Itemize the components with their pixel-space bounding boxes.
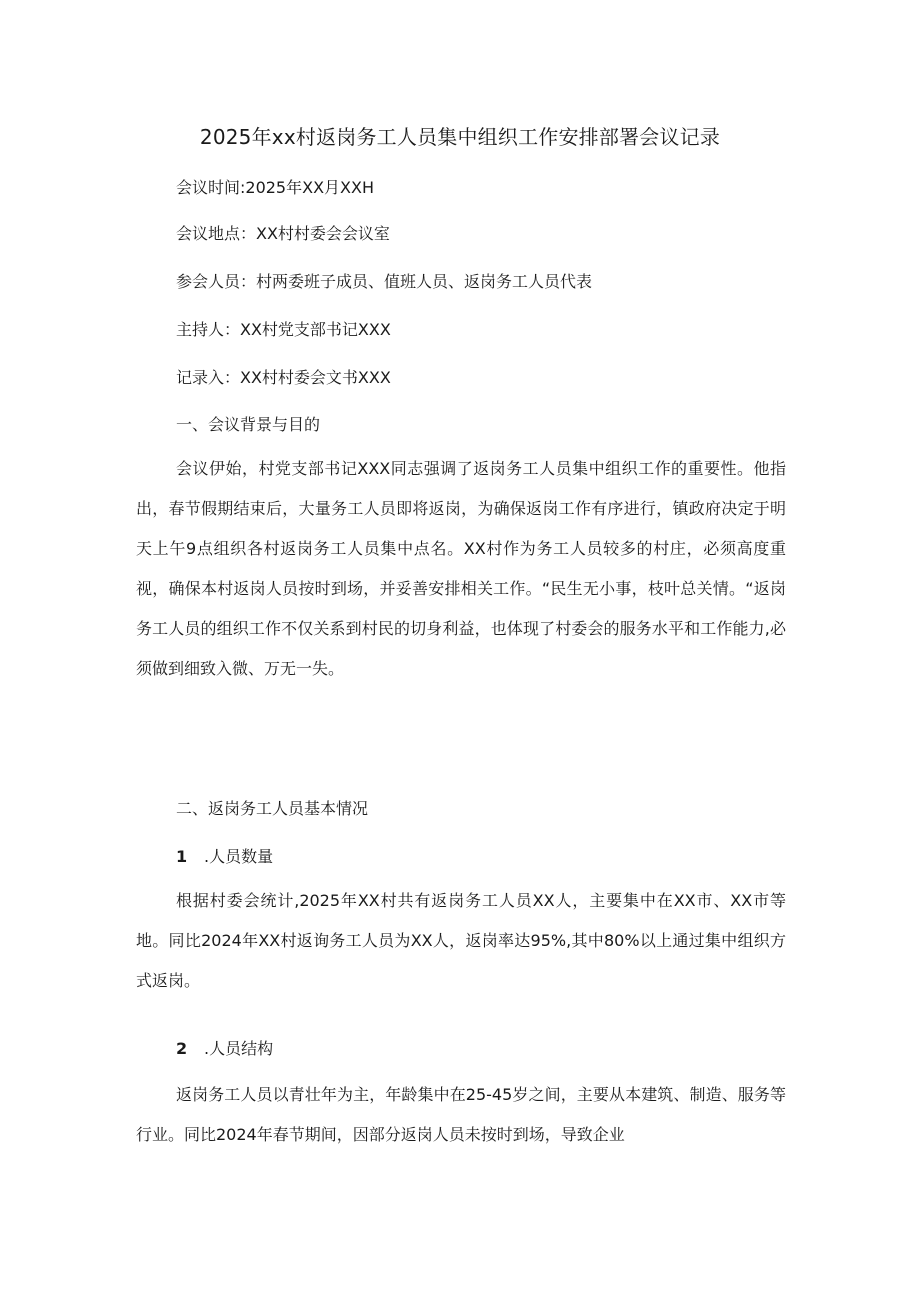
subsection-2-1-heading bbox=[176, 845, 273, 869]
document-title: 2025年xx村返岗务工人员集中组织工作安排部署会议记录 bbox=[199, 125, 721, 149]
meeting-recorder: 记录入：XX村村委会文书XXX bbox=[176, 368, 391, 387]
subsection-2-2-number: 2 bbox=[176, 1039, 188, 1058]
subsection-2-1-paragraph: 根据村委会统计,2025年XX村共有返岗务工人员XX人，主要集中在XX市、XX市等地。同比2024年XX村返询务工人员为XX人，返岗率达95%,其中80%以上通过集中组织方式返岗。 bbox=[136, 891, 786, 990]
meeting-host: 主持人：XX村党支部书记XXX bbox=[176, 320, 391, 339]
subsection-2-2-heading bbox=[176, 1037, 273, 1061]
subsection-2-2-paragraph: 返岗务工人员以青壮年为主，年龄集中在25-45岁之间，主要从本建筑、制造、服务等行业。同比2024年春节期间，因部分返岗人员未按时到场，导致企业 bbox=[136, 1085, 786, 1144]
meeting-place: 会议地点：XX村村委会会议室 bbox=[176, 224, 390, 243]
subsection-2-1-number: 1 bbox=[176, 847, 188, 866]
meeting-attendees: 参会人员：村两委班子成员、值班人员、返岗务工人员代表 bbox=[176, 272, 593, 291]
subsection-2-2-title: .人员结构 bbox=[204, 1039, 274, 1058]
subsection-2-1-title: .人员数量 bbox=[204, 847, 274, 866]
section-1-paragraph: 会议伊始，村党支部书记XXX同志强调了返岗务工人员集中组织工作的重要性。他指出，春节假期结束后，大量务工人员即将返岗，为确保返岗工作有序进行，镇政府决定于明天上午9点组织各村返岗务工人员集中点名。XX村作为务工人员较多的村庄，必须高度重视，确保本村返岗人员按时到场，并妥善安排相关工作。“民生无小事，枝叶总关情。“返岗务工人员的组织工作不仅关系到村民的切身利益，也体现了村委会的服务水平和工作能力,必须做到细致入微、万无一失。 bbox=[136, 459, 786, 678]
meeting-time: 会议时间:2025年XX月XXH bbox=[176, 178, 374, 197]
section-1-heading: 一、会议背景与目的 bbox=[176, 415, 321, 434]
section-2-heading: 二、返岗务工人员基本情况 bbox=[176, 799, 369, 818]
